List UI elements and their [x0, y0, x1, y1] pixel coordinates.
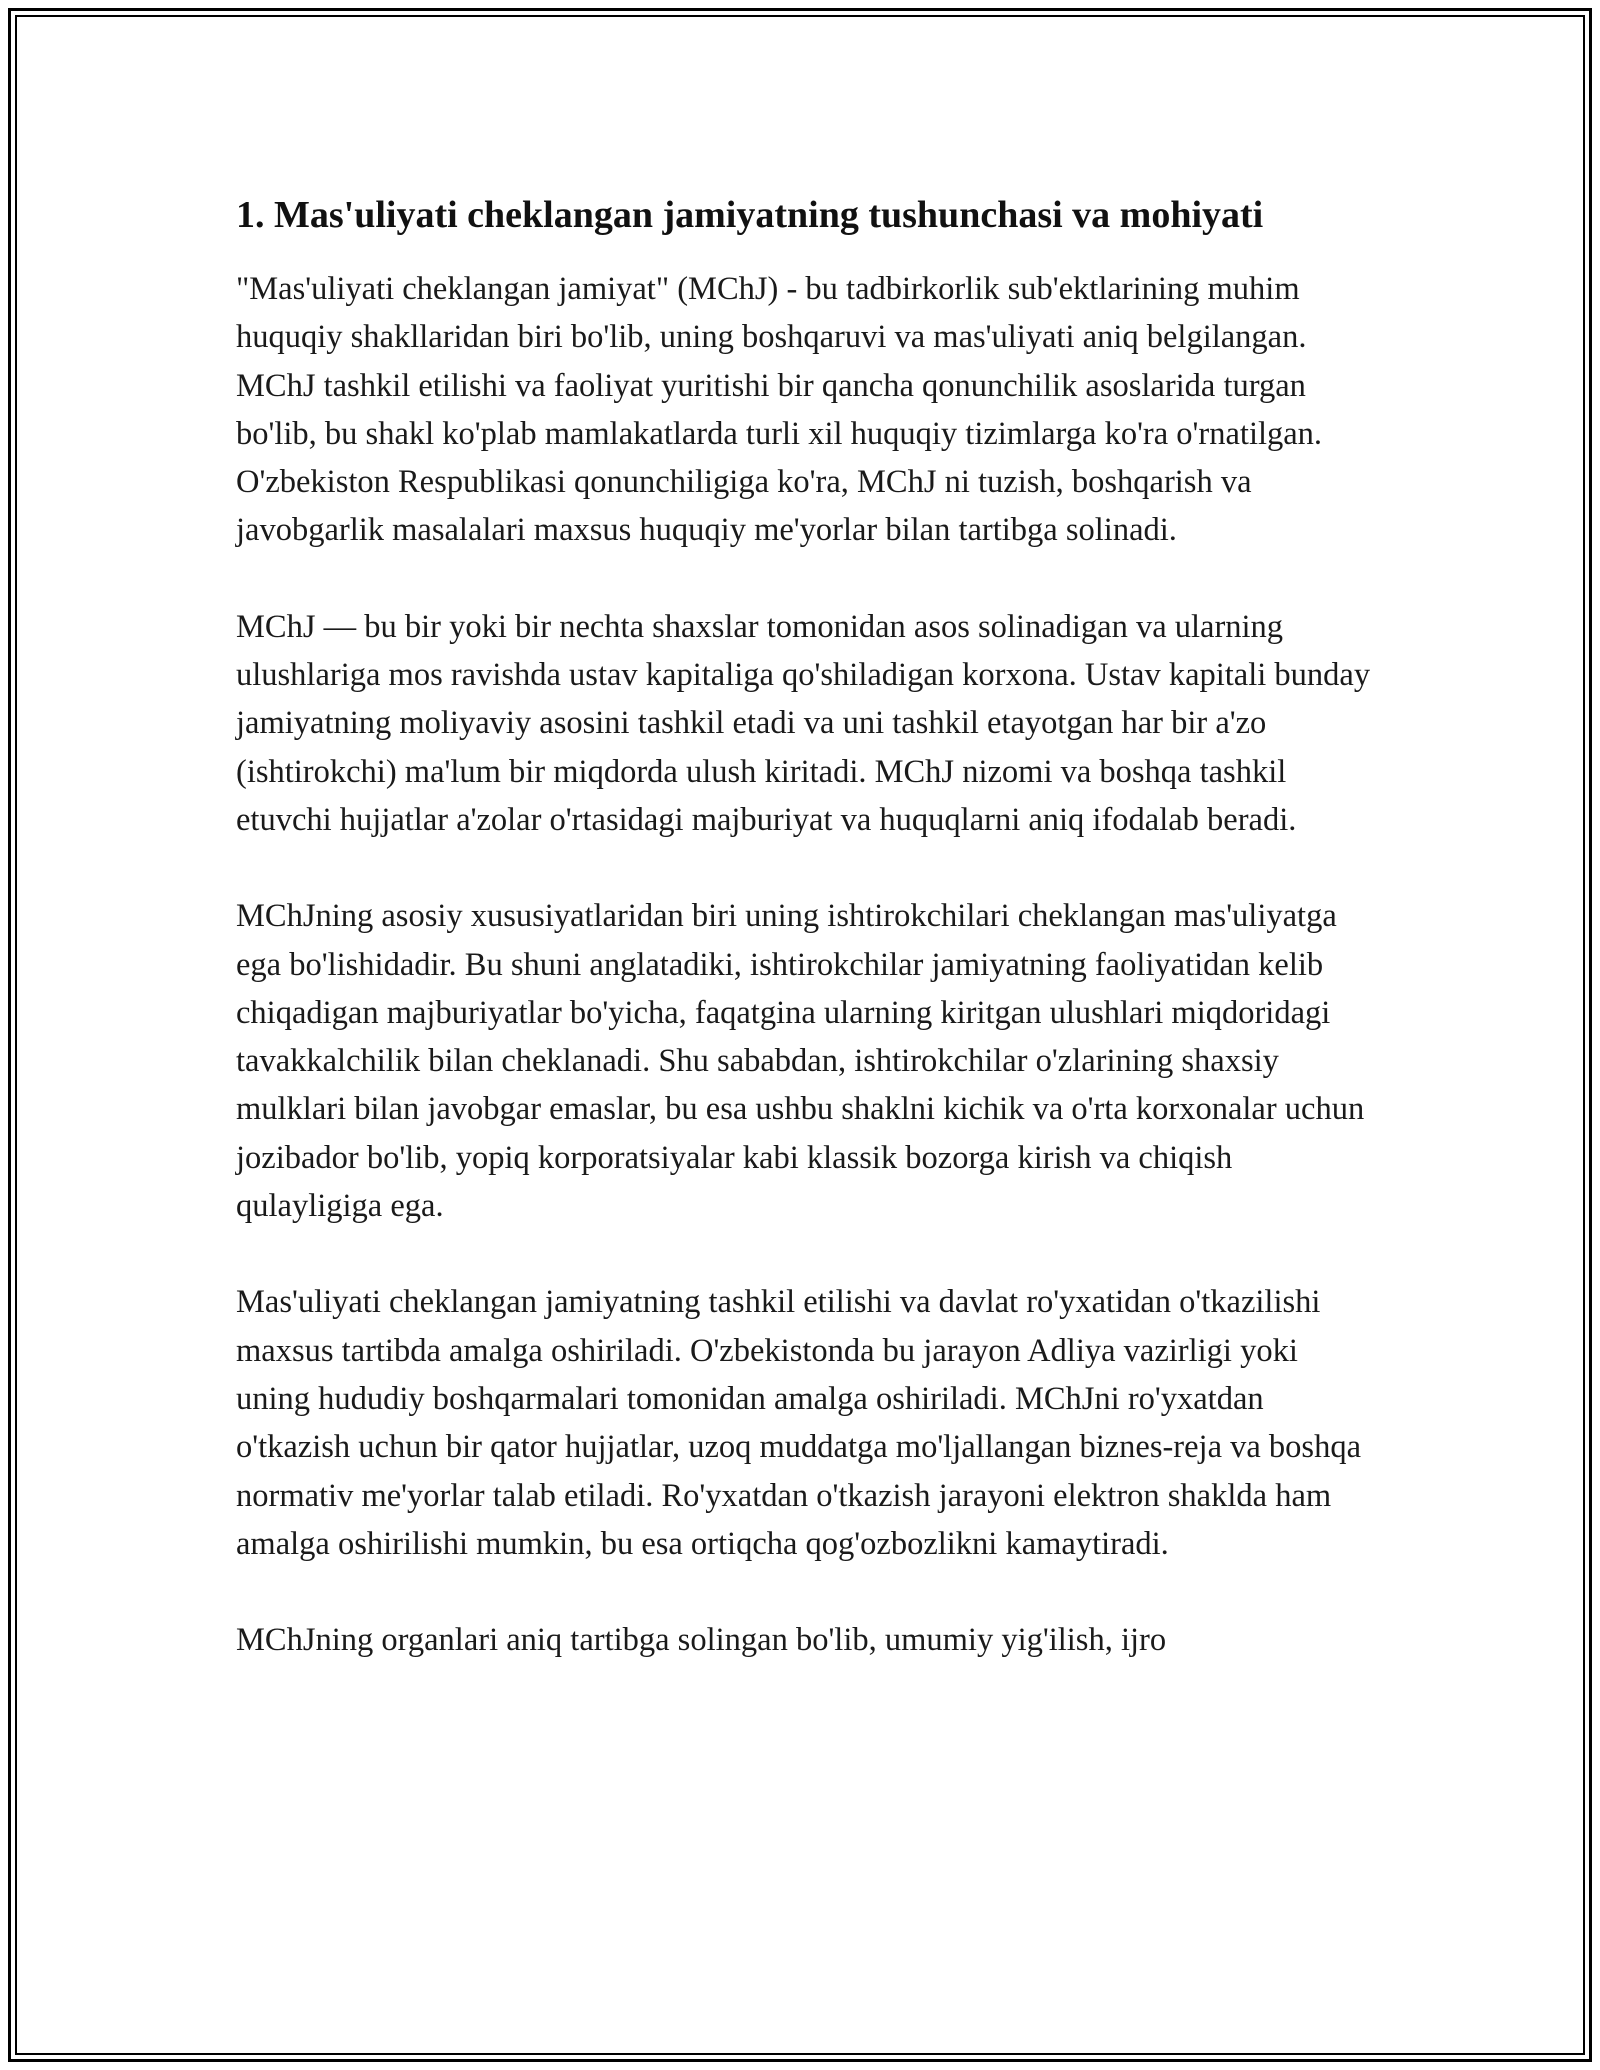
document-body: [236, 188, 1376, 1712]
paragraph-3: MChJning asosiy xususiyatlaridan biri uning ishtirokchilari cheklangan mas'uliyatga ega bo'lishidadir. Bu shuni anglatadiki, ishtirokchilar jamiyatning faoliyatidan kelib chiqadigan majburiyatlar bo'yicha, faqatgina ularning kiritgan ulushlari miqdoridagi tavakkalchilik bilan cheklanadi. Shu sababdan, ishtirokchilar o'zlarining shaxsiy mulklari bilan javobgar emaslar, bu esa ushbu shaklni kichik va o'rta korxonalar uchun jozibador bo'lib, yopiq korporatsiyalar kabi klassik bozorga kirish va chiqish qulayligiga ega.: [236, 898, 1365, 1225]
paragraph-1: "Mas'uliyati cheklangan jamiyat" (MChJ) - bu tadbirkorlik sub'ektlarining muhim huquqiy shakllaridan biri bo'lib, uning boshqaruvi va mas'uliyati aniq belgilangan. MChJ tashkil etilishi va faoliyat yuritishi bir qancha qonunchilik asoslarida turgan bo'lib, bu shakl ko'plab mamlakatlarda turli xil huquqiy tizimlarga ko'ra o'rnatilgan. O'zbekiston Respublikasi qonunchiligiga ko'ra, MChJ ni tuzish, boshqarish va javobgarlik masalalari maxsus huquqiy me'yorlar bilan tartibga solinadi.: [236, 271, 1323, 549]
paragraph-4: Mas'uliyati cheklangan jamiyatning tashkil etilishi va davlat ro'yxatidan o'tkazilishi maxsus tartibda amalga oshiriladi. O'zbekistonda bu jarayon Adliya vazirligi yoki uning hududiy boshqarmalari tomonidan amalga oshiriladi. MChJni ro'yxatdan o'tkazish uchun bir qator hujjatlar, uzoq muddatga mo'ljallangan biznes-reja va boshqa normativ me'yorlar talab etiladi. Ro'yxatdan o'tkazish jarayoni elektron shaklda ham amalga oshirilishi mumkin, bu esa ortiqcha qog'ozbozlikni kamaytiradi.: [236, 1284, 1361, 1562]
paragraph-5: MChJning organlari aniq tartibga solingan bo'lib, umumiy yig'ilish, ijro: [236, 1622, 1167, 1659]
paragraph-2: MChJ — bu bir yoki bir nechta shaxslar tomonidan asos solinadigan va ularning ulushlariga mos ravishda ustav kapitaliga qo'shiladigan korxona. Ustav kapitali bunday jamiyatning moliyaviy asosini tashkil etadi va uni tashkil etayotgan har bir a'zo (ishtirokchi) ma'lum bir miqdorda ulush kiritadi. MChJ nizomi va boshqa tashkil etuvchi hujjatlar a'zolar o'rtasidagi majburiyat va huquqlarni aniq ifodalab beradi.: [236, 608, 1371, 838]
section-heading: 1. Mas'uliyati cheklangan jamiyatning tushunchasi va mohiyati: [236, 194, 1264, 236]
